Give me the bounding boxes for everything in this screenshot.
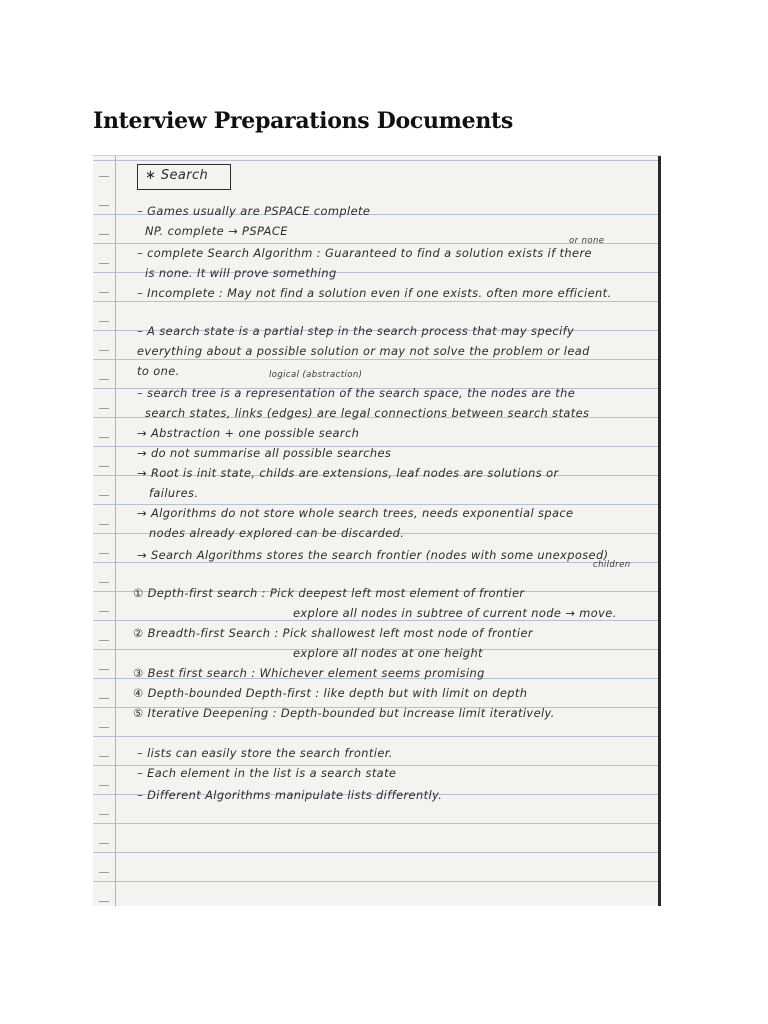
note-line: search states, links (edges) are legal connections between search states [145, 406, 590, 420]
binder-tick [99, 582, 109, 583]
binder-tick [99, 785, 109, 786]
binder-tick [99, 350, 109, 351]
binder-tick [99, 408, 109, 409]
page-edge [658, 156, 661, 906]
binder-tick [99, 466, 109, 467]
document-title: Interview Preparations Documents [93, 108, 513, 134]
note-line: to one. [137, 364, 180, 378]
note-line: – Incomplete : May not find a solution even if one exists. often more efficient. [137, 286, 612, 300]
note-line: – search tree is a representation of the search space, the nodes are the [137, 386, 576, 400]
binder-tick [99, 814, 109, 815]
binder-tick [99, 263, 109, 264]
note-line: explore all nodes at one height [293, 646, 483, 660]
binder-tick [99, 756, 109, 757]
binder-tick [99, 234, 109, 235]
binder-tick [99, 843, 109, 844]
binder-tick [99, 669, 109, 670]
note-line: everything about a possible solution or may not solve the problem or lead [137, 344, 590, 358]
note-line: NP. complete → PSPACE [145, 224, 288, 238]
note-line: – complete Search Algorithm : Guaranteed to find a solution exists if there [137, 246, 592, 260]
binder-tick [99, 379, 109, 380]
binder-tick [99, 640, 109, 641]
note-line: → Search Algorithms stores the search frontier (nodes with some unexposed) [137, 548, 609, 562]
note-line: – Different Algorithms manipulate lists differently. [137, 788, 443, 802]
binder-tick [99, 901, 109, 902]
note-line: – Games usually are PSPACE complete [137, 204, 371, 218]
note-line: ① Depth-first search : Pick deepest left most element of frontier [133, 586, 525, 600]
note-line: → Root is init state, childs are extensions, leaf nodes are solutions or [137, 466, 559, 480]
binder-tick [99, 292, 109, 293]
annotation: or none [569, 236, 605, 246]
binder-tick [99, 437, 109, 438]
binder-tick [99, 553, 109, 554]
note-line: explore all nodes in subtree of current node → move. [293, 606, 617, 620]
annotation: children [593, 560, 631, 570]
notes-heading: ∗ Search [145, 168, 209, 183]
binder-tick [99, 321, 109, 322]
note-line: – lists can easily store the search frontier. [137, 746, 393, 760]
binder-tick [99, 495, 109, 496]
note-line: nodes already explored can be discarded. [149, 526, 405, 540]
handwritten-notes-scan [93, 155, 661, 906]
binder-tick [99, 176, 109, 177]
note-line: → Abstraction + one possible search [137, 426, 360, 440]
binder-tick [99, 611, 109, 612]
binder-tick [99, 872, 109, 873]
note-line: → Algorithms do not store whole search trees, needs exponential space [137, 506, 574, 520]
note-line: ③ Best first search : Whichever element seems promising [133, 666, 485, 680]
note-line: ⑤ Iterative Deepening : Depth-bounded but increase limit iteratively. [133, 706, 555, 720]
note-line: ④ Depth-bounded Depth-first : like depth but with limit on depth [133, 686, 528, 700]
binder-tick [99, 698, 109, 699]
binder-tick [99, 727, 109, 728]
note-line: ② Breadth-first Search : Pick shallowest left most node of frontier [133, 626, 533, 640]
note-line: failures. [149, 486, 199, 500]
note-line: – Each element in the list is a search state [137, 766, 397, 780]
binder-ticks [97, 156, 113, 906]
annotation: logical (abstraction) [269, 370, 363, 380]
binder-tick [99, 524, 109, 525]
margin-line [115, 156, 116, 906]
note-line: → do not summarise all possible searches [137, 446, 392, 460]
note-line: – A search state is a partial step in the search process that may specify [137, 324, 575, 338]
note-line: is none. It will prove something [145, 266, 337, 280]
binder-tick [99, 205, 109, 206]
